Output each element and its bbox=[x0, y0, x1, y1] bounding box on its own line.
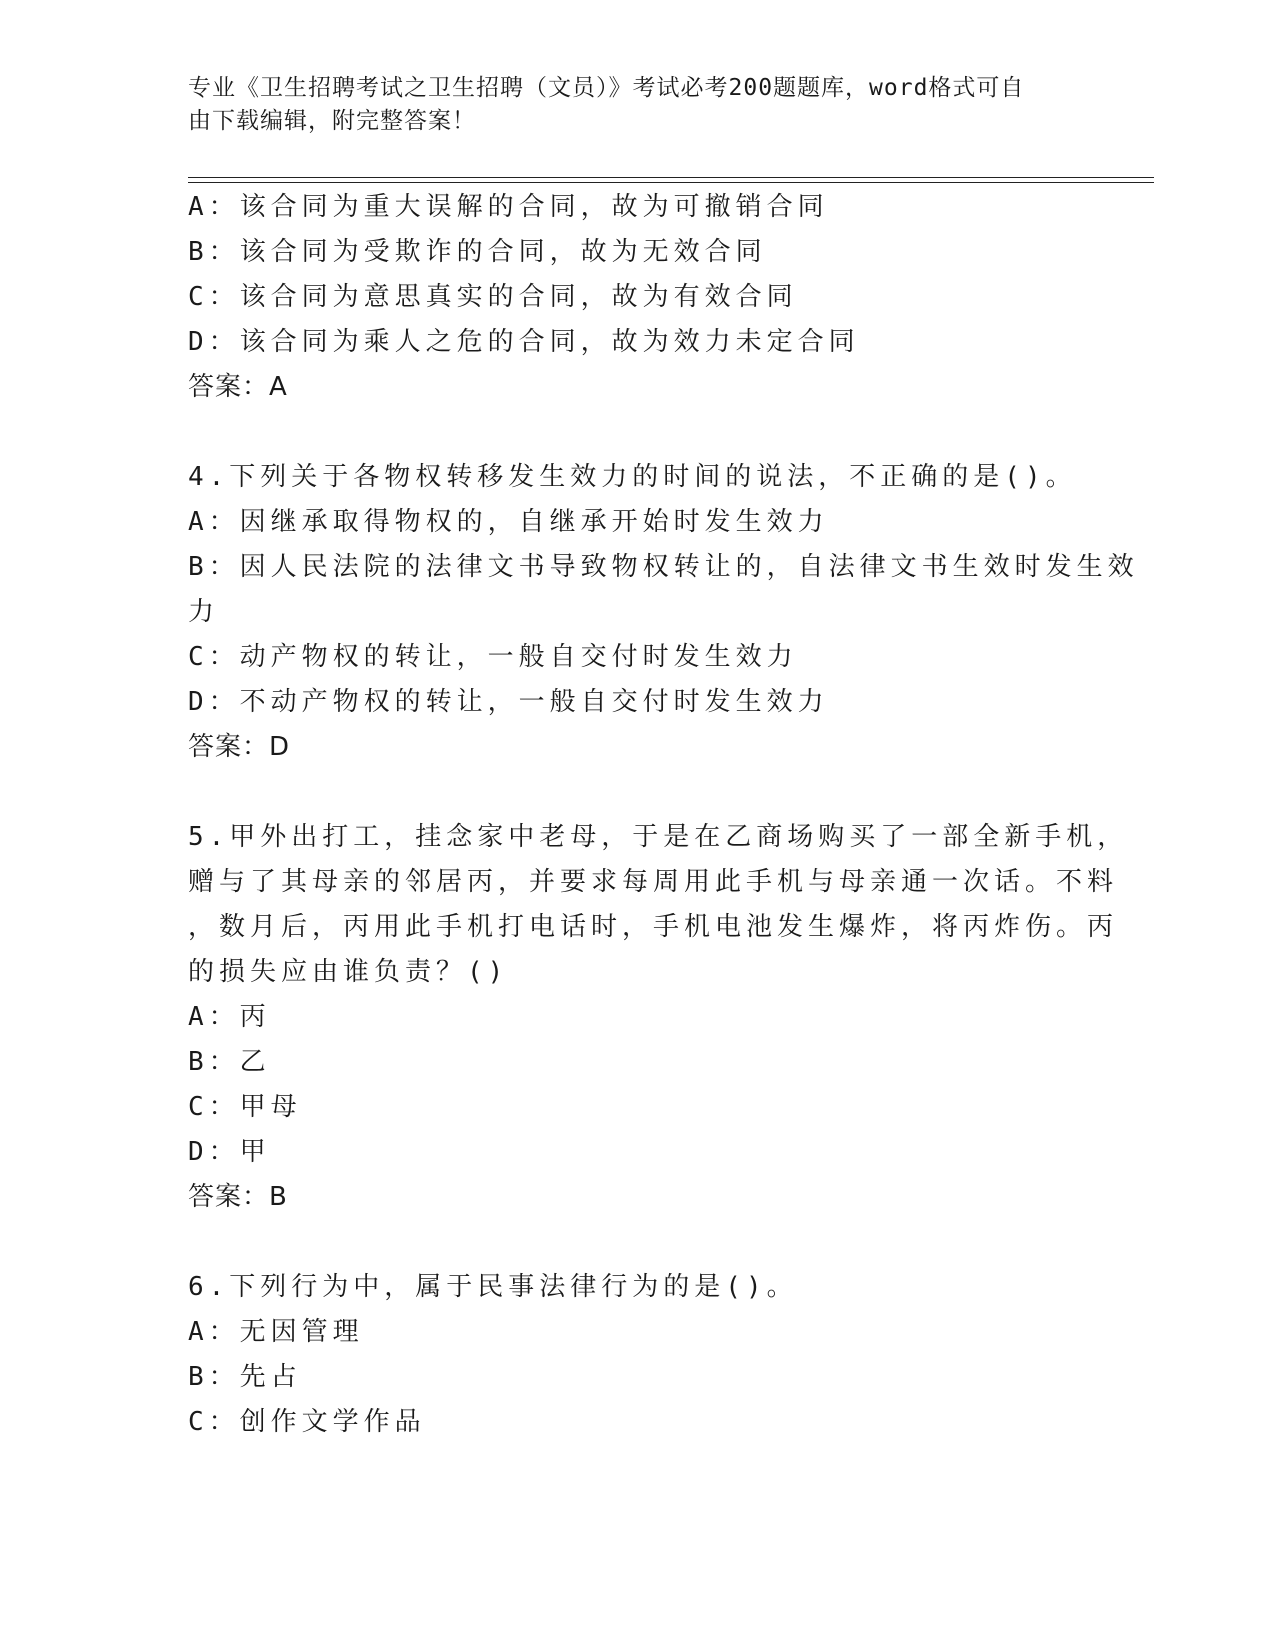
q3-answer: 答案：A bbox=[188, 372, 288, 402]
header-divider-top bbox=[188, 177, 1154, 178]
q5-option-a: A：丙 bbox=[188, 1002, 271, 1032]
q6-option-a: A：无因管理 bbox=[188, 1317, 364, 1347]
q5-option-d: D：甲 bbox=[188, 1137, 271, 1167]
q6-option-c: C：创作文学作品 bbox=[188, 1407, 426, 1437]
q4-answer: 答案：D bbox=[188, 732, 291, 762]
q4-option-b-line-2: 力 bbox=[188, 597, 220, 627]
header-line-1: 专业《卫生招聘考试之卫生招聘（文员）》考试必考200题题库，word格式可自 bbox=[188, 75, 1025, 101]
q5-stem-line-3: ，数月后，丙用此手机打电话时，手机电池发生爆炸，将丙炸伤。丙 bbox=[188, 912, 1119, 942]
q4-option-a: A：因继承取得物权的，自继承开始时发生效力 bbox=[188, 507, 829, 537]
q5-stem-line-1: 5.甲外出打工，挂念家中老母，于是在乙商场购买了一部全新手机， bbox=[188, 822, 1129, 852]
q3-option-d: D：该合同为乘人之危的合同，故为效力未定合同 bbox=[188, 327, 860, 357]
q5-stem-line-4: 的损失应由谁负责？() bbox=[188, 957, 509, 987]
document-header bbox=[188, 72, 1068, 138]
q5-stem-line-2: 赠与了其母亲的邻居丙，并要求每周用此手机与母亲通一次话。不料 bbox=[188, 867, 1119, 897]
q5-option-c: C：甲母 bbox=[188, 1092, 302, 1122]
q6-stem: 6.下列行为中，属于民事法律行为的是()。 bbox=[188, 1272, 798, 1302]
header-line-2: 由下载编辑，附完整答案！ bbox=[188, 108, 476, 134]
header-divider-bottom bbox=[188, 182, 1154, 183]
q5-option-b: B：乙 bbox=[188, 1047, 271, 1077]
q6-option-b: B：先占 bbox=[188, 1362, 302, 1392]
q3-option-c: C：该合同为意思真实的合同，故为有效合同 bbox=[188, 282, 798, 312]
q4-option-c: C：动产物权的转让，一般自交付时发生效力 bbox=[188, 642, 798, 672]
q4-option-b-line-1: B：因人民法院的法律文书导致物权转让的，自法律文书生效时发生效 bbox=[188, 552, 1139, 582]
q3-option-a: A：该合同为重大误解的合同，故为可撤销合同 bbox=[188, 192, 829, 222]
q5-answer: 答案：B bbox=[188, 1182, 288, 1212]
q4-option-d: D：不动产物权的转让，一般自交付时发生效力 bbox=[188, 687, 829, 717]
q4-stem: 4.下列关于各物权转移发生效力的时间的说法，不正确的是()。 bbox=[188, 462, 1077, 492]
q3-option-b: B：该合同为受欺诈的合同，故为无效合同 bbox=[188, 237, 767, 267]
